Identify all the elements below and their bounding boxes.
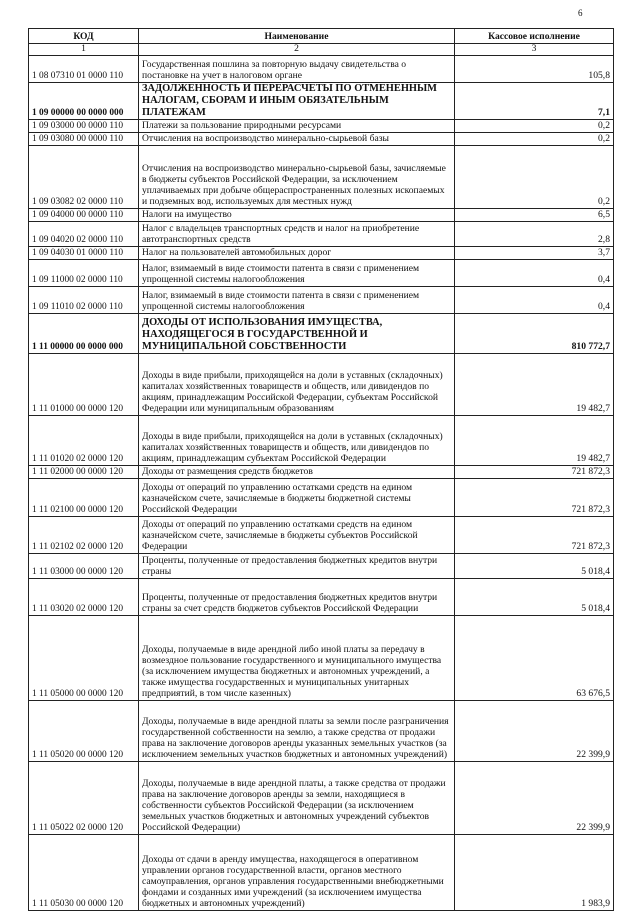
table-body bbox=[29, 56, 614, 911]
row-name: Доходы, получаемые в виде арендной либо иной платы за передачу в возмездное пользование государственного и муниципального имущества (за исключением имущества бюджетных и автономных учреждений, а также имущества государственных и муниципальных унитарных предприятий, в том числе казенных) bbox=[139, 616, 455, 701]
row-name: Доходы, получаемые в виде арендной платы за земли после разграничения государственной собственности на землю, а также средства от продажи права на заключение договоров аренды указанных земельных участков (за исключением земельных участков бюджетных и автономных учреждений) bbox=[139, 701, 455, 762]
table-row bbox=[29, 701, 614, 762]
row-code: 1 11 01000 00 0000 120 bbox=[29, 354, 139, 416]
row-value: 5 018,4 bbox=[455, 554, 614, 579]
row-code: 1 11 01020 02 0000 120 bbox=[29, 416, 139, 466]
table-row bbox=[29, 579, 614, 616]
row-value: 0,2 bbox=[455, 146, 614, 209]
table-row bbox=[29, 416, 614, 466]
row-value: 22 399,9 bbox=[455, 762, 614, 835]
table-row bbox=[29, 466, 614, 479]
row-name: Налоги на имущество bbox=[139, 209, 455, 222]
row-code: 1 09 00000 00 0000 000 bbox=[29, 83, 139, 120]
header-name: Наименование bbox=[139, 29, 455, 44]
table-row bbox=[29, 314, 614, 354]
row-name: Отчисления на воспроизводство минерально-сырьевой базы, зачисляемые в бюджеты субъектов Российской Федерации, за исключением уплачиваемых при добыче общераспространенных полезных ископаемых и подземных вод, используемых для местных нужд bbox=[139, 146, 455, 209]
table-row bbox=[29, 222, 614, 247]
row-value: 6,5 bbox=[455, 209, 614, 222]
row-name: Доходы от операций по управлению остатками средств на едином казначейском счете, зачисляемые в бюджеты субъектов Российской Федерации bbox=[139, 517, 455, 554]
table-row bbox=[29, 835, 614, 911]
row-value: 721 872,3 bbox=[455, 517, 614, 554]
row-code: 1 09 03080 00 0000 110 bbox=[29, 133, 139, 146]
row-value: 0,2 bbox=[455, 133, 614, 146]
row-code: 1 09 04000 00 0000 110 bbox=[29, 209, 139, 222]
column-number-row bbox=[29, 44, 614, 56]
row-name: Налог, взимаемый в виде стоимости патента в связи с применением упрощенной системы налогообложения bbox=[139, 260, 455, 287]
row-code: 1 11 05020 00 0000 120 bbox=[29, 701, 139, 762]
row-name: Налог с владельцев транспортных средств и налог на приобретение автотранспортных средств bbox=[139, 222, 455, 247]
table-row bbox=[29, 133, 614, 146]
table-row bbox=[29, 146, 614, 209]
row-name: Доходы, получаемые в виде арендной платы, а также средства от продажи права на заключение договоров аренды за земли, находящиеся в собственности субъектов Российской Федерации (за исключением земельных участков бюджетных и автономных учреждений субъектов Российской Федерации) bbox=[139, 762, 455, 835]
header-value: Кассовое исполнение bbox=[455, 29, 614, 44]
row-value: 105,8 bbox=[455, 56, 614, 83]
row-name: Доходы от размещения средств бюджетов bbox=[139, 466, 455, 479]
row-code: 1 11 02100 00 0000 120 bbox=[29, 479, 139, 517]
table-row bbox=[29, 762, 614, 835]
row-code: 1 09 03082 02 0000 110 bbox=[29, 146, 139, 209]
table-row bbox=[29, 479, 614, 517]
row-code: 1 11 00000 00 0000 000 bbox=[29, 314, 139, 354]
table-row bbox=[29, 354, 614, 416]
table-row bbox=[29, 209, 614, 222]
row-code: 1 11 03000 00 0000 120 bbox=[29, 554, 139, 579]
row-name: Доходы от операций по управлению остатками средств на едином казначейском счете, зачисляемые в бюджеты бюджетной системы Российской Федерации bbox=[139, 479, 455, 517]
row-name: Отчисления на воспроизводство минерально-сырьевой базы bbox=[139, 133, 455, 146]
row-value: 0,4 bbox=[455, 260, 614, 287]
row-name: Доходы от сдачи в аренду имущества, находящегося в оперативном управлении органов государственной власти, органов местного самоуправления, органов управления государственными внебюджетными фондами и созданных ими учреждений (за исключением имущества бюджетных и автономных учреждений) bbox=[139, 835, 455, 911]
row-code: 1 08 07310 01 0000 110 bbox=[29, 56, 139, 83]
header-code: КОД bbox=[29, 29, 139, 44]
row-code: 1 09 11000 02 0000 110 bbox=[29, 260, 139, 287]
row-code: 1 11 05030 00 0000 120 bbox=[29, 835, 139, 911]
row-name: Платежи за пользование природными ресурсами bbox=[139, 120, 455, 133]
row-code: 1 11 05000 00 0000 120 bbox=[29, 616, 139, 701]
row-value: 7,1 bbox=[455, 83, 614, 120]
table-row bbox=[29, 287, 614, 314]
row-name: Проценты, полученные от предоставления бюджетных кредитов внутри страны bbox=[139, 554, 455, 579]
row-value: 0,2 bbox=[455, 120, 614, 133]
row-value: 22 399,9 bbox=[455, 701, 614, 762]
row-code: 1 11 03020 02 0000 120 bbox=[29, 579, 139, 616]
row-code: 1 09 04020 02 0000 110 bbox=[29, 222, 139, 247]
row-name: Доходы в виде прибыли, приходящейся на доли в уставных (складочных) капиталах хозяйственных товариществ и обществ, или дивидендов по акциям, принадлежащим субъектам Российской Федерации bbox=[139, 416, 455, 466]
column-number: 1 bbox=[29, 44, 139, 56]
table-row bbox=[29, 56, 614, 83]
row-value: 0,4 bbox=[455, 287, 614, 314]
column-number: 3 bbox=[455, 44, 614, 56]
table-row bbox=[29, 554, 614, 579]
row-name: Государственная пошлина за повторную выдачу свидетельства о постановке на учет в налоговом органе bbox=[139, 56, 455, 83]
row-value: 19 482,7 bbox=[455, 416, 614, 466]
row-value: 5 018,4 bbox=[455, 579, 614, 616]
table-row bbox=[29, 247, 614, 260]
column-number: 2 bbox=[139, 44, 455, 56]
row-value: 721 872,3 bbox=[455, 479, 614, 517]
table-row bbox=[29, 517, 614, 554]
row-value: 1 983,9 bbox=[455, 835, 614, 911]
row-name: Налог, взимаемый в виде стоимости патента в связи с применением упрощенной системы налогообложения bbox=[139, 287, 455, 314]
row-value: 63 676,5 bbox=[455, 616, 614, 701]
row-value: 810 772,7 bbox=[455, 314, 614, 354]
table-row bbox=[29, 260, 614, 287]
table-row bbox=[29, 616, 614, 701]
row-name: Налог на пользователей автомобильных дорог bbox=[139, 247, 455, 260]
row-name: ДОХОДЫ ОТ ИСПОЛЬЗОВАНИЯ ИМУЩЕСТВА, НАХОДЯЩЕГОСЯ В ГОСУДАРСТВЕННОЙ И МУНИЦИПАЛЬНОЙ СОБСТВЕННОСТИ bbox=[139, 314, 455, 354]
budget-execution-table bbox=[28, 28, 614, 911]
row-name: Проценты, полученные от предоставления бюджетных кредитов внутри страны за счет средств бюджетов субъектов Российской Федерации bbox=[139, 579, 455, 616]
row-value: 19 482,7 bbox=[455, 354, 614, 416]
row-code: 1 11 02000 00 0000 120 bbox=[29, 466, 139, 479]
table-row bbox=[29, 83, 614, 120]
row-name: Доходы в виде прибыли, приходящейся на доли в уставных (складочных) капиталах хозяйственных товариществ и обществ, или дивидендов по акциям, принадлежащим Российской Федерации, субъектам Российской Федерации или муниципальным образованиям bbox=[139, 354, 455, 416]
table-row bbox=[29, 120, 614, 133]
row-code: 1 11 02102 02 0000 120 bbox=[29, 517, 139, 554]
row-code: 1 09 03000 00 0000 110 bbox=[29, 120, 139, 133]
row-value: 2,8 bbox=[455, 222, 614, 247]
row-name: ЗАДОЛЖЕННОСТЬ И ПЕРЕРАСЧЕТЫ ПО ОТМЕНЕННЫМ НАЛОГАМ, СБОРАМ И ИНЫМ ОБЯЗАТЕЛЬНЫМ ПЛАТЕЖАМ bbox=[139, 83, 455, 120]
table-header-row bbox=[29, 29, 614, 44]
row-value: 3,7 bbox=[455, 247, 614, 260]
row-code: 1 09 04030 01 0000 110 bbox=[29, 247, 139, 260]
row-code: 1 09 11010 02 0000 110 bbox=[29, 287, 139, 314]
row-code: 1 11 05022 02 0000 120 bbox=[29, 762, 139, 835]
page-number: 6 bbox=[578, 8, 583, 18]
row-value: 721 872,3 bbox=[455, 466, 614, 479]
